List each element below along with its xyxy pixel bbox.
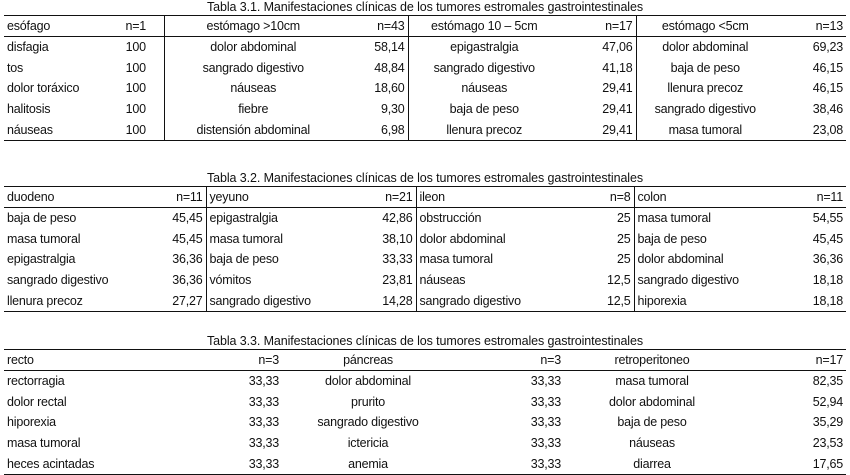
table-row	[4, 371, 846, 392]
table-cell: 9,30	[342, 99, 408, 120]
table-cell: 48,84	[342, 58, 408, 79]
column-header: páncreas	[282, 350, 454, 371]
table-cell: 36,36	[812, 252, 843, 267]
column-header: n=11	[144, 187, 206, 208]
table-cell: dolor abdominal	[419, 231, 506, 246]
table-cell: distensión abdominal	[196, 122, 310, 137]
table-cell: sangrado digestivo	[317, 415, 419, 430]
table-cell: ictericia	[347, 436, 389, 451]
table-cell: náuseas	[7, 122, 53, 137]
table-cell: 69,23	[812, 40, 843, 55]
table-cell: 38,10	[356, 229, 416, 250]
table-row	[4, 392, 846, 413]
table-cell: 100	[108, 78, 164, 99]
table-3-2	[4, 171, 846, 312]
table-cell: 45,45	[144, 208, 206, 229]
table-cell: 18,18	[812, 293, 843, 308]
table-row	[4, 119, 846, 140]
table-cell: masa tumoral	[419, 252, 493, 267]
table-cell: masa tumoral	[209, 231, 283, 246]
table-cell: 42,86	[356, 208, 416, 229]
table-row	[4, 58, 846, 79]
column-header: n=21	[356, 187, 416, 208]
symptoms-table	[4, 349, 846, 475]
table-cell: dolor toráxico	[7, 81, 80, 96]
table-row	[4, 412, 846, 433]
table-row	[4, 290, 846, 311]
table-cell: náuseas	[419, 273, 466, 288]
table-cell: sangrado digestivo	[419, 293, 521, 308]
table-cell: masa tumoral	[7, 231, 81, 246]
table-cell: baja de peso	[617, 415, 687, 430]
table-cell: hiporexia	[7, 415, 56, 430]
table-cell: 29,41	[560, 78, 636, 99]
table-cell: 17,65	[812, 456, 843, 471]
table-cell: 82,35	[812, 374, 843, 389]
table-cell: 29,41	[560, 119, 636, 140]
table-cell: 25	[574, 208, 634, 229]
table-header-row	[4, 350, 846, 371]
table-cell: 12,5	[574, 290, 634, 311]
table-cell: dolor rectal	[7, 394, 67, 409]
table-cell: 46,15	[812, 60, 843, 75]
table-cell: disfagia	[7, 40, 49, 55]
table-cell: sangrado digestivo	[654, 102, 756, 117]
table-row	[4, 208, 846, 229]
table-cell: 33,33	[356, 249, 416, 270]
table-header-row	[4, 16, 846, 37]
table-cell: llenura precoz	[667, 81, 744, 96]
table-cell: dolor abdominal	[210, 40, 297, 55]
table-cell: obstrucción	[419, 211, 482, 226]
column-header: estómago >10cm	[164, 16, 342, 37]
table-row	[4, 78, 846, 99]
table-cell: 23,08	[812, 122, 843, 137]
table-cell: prurito	[350, 394, 386, 409]
table-row	[4, 37, 846, 58]
table-cell: 36,36	[144, 249, 206, 270]
table-3-1	[4, 0, 846, 141]
table-cell: hiporexia	[637, 293, 687, 308]
column-header: retroperitoneo	[564, 350, 740, 371]
table-cell: 12,5	[574, 270, 634, 291]
table-cell: 33,33	[248, 415, 279, 430]
table-cell: dolor abdominal	[662, 40, 749, 55]
table-cell: halitosis	[7, 102, 51, 117]
table-cell: anemia	[348, 456, 388, 471]
column-header: n=43	[342, 16, 408, 37]
table-cell: tos	[7, 60, 24, 75]
table-cell: 58,14	[342, 37, 408, 58]
table-row	[4, 453, 846, 474]
table-cell: 33,33	[248, 394, 279, 409]
table-cell: baja de peso	[449, 102, 519, 117]
table-cell: 52,94	[812, 394, 843, 409]
table-row	[4, 229, 846, 250]
symptoms-table	[4, 186, 846, 312]
table-cell: rectorragia	[7, 374, 65, 389]
column-header: n=3	[172, 350, 282, 371]
table-cell: 33,33	[248, 436, 279, 451]
column-header: n=11	[782, 187, 846, 208]
table-cell: epigastralgia	[450, 40, 519, 55]
table-cell: baja de peso	[7, 211, 77, 226]
column-header: duodeno	[4, 187, 144, 208]
table-caption: Tabla 3.1. Manifestaciones clínicas de los tumores estromales gastrointestinales	[207, 0, 643, 14]
table-caption: Tabla 3.2. Manifestaciones clínicas de los tumores estromales gastrointestinales	[207, 171, 643, 185]
column-header: estómago 10 – 5cm	[408, 16, 560, 37]
table-cell: 36,36	[144, 270, 206, 291]
table-cell: llenura precoz	[7, 293, 83, 308]
table-cell: náuseas	[629, 436, 675, 451]
table-cell: 25	[574, 249, 634, 270]
table-cell: masa tumoral	[668, 122, 742, 137]
table-cell: 41,18	[560, 58, 636, 79]
table-cell: llenura precoz	[446, 122, 523, 137]
table-row	[4, 433, 846, 454]
table-cell: 23,81	[356, 270, 416, 291]
table-cell: 33,33	[530, 436, 561, 451]
column-header: esófago	[4, 16, 108, 37]
table-cell: dolor abdominal	[609, 394, 695, 409]
table-cell: 23,53	[812, 436, 843, 451]
table-cell: 29,41	[560, 99, 636, 120]
table-cell: náuseas	[230, 81, 277, 96]
column-header: n=1	[108, 16, 164, 37]
table-cell: 6,98	[342, 119, 408, 140]
column-header: recto	[4, 350, 172, 371]
table-cell: dolor abdominal	[325, 374, 411, 389]
table-cell: 33,33	[530, 456, 561, 471]
table-cell: 54,55	[812, 211, 843, 226]
table-cell: 100	[108, 99, 164, 120]
table-cell: diarrea	[633, 456, 671, 471]
table-cell: 100	[108, 119, 164, 140]
table-caption: Tabla 3.3. Manifestaciones clínicas de los tumores estromales gastrointestinales	[207, 334, 643, 348]
table-row	[4, 270, 846, 291]
table-header-row	[4, 187, 846, 208]
table-cell: 14,28	[356, 290, 416, 311]
table-cell: epigastralgia	[209, 211, 278, 226]
table-cell: masa tumoral	[637, 211, 711, 226]
table-cell: masa tumoral	[7, 436, 81, 451]
table-cell: 45,45	[812, 231, 843, 246]
table-cell: 46,15	[812, 81, 843, 96]
table-cell: sangrado digestivo	[433, 60, 535, 75]
table-cell: vómitos	[209, 273, 252, 288]
table-cell: 100	[108, 37, 164, 58]
column-header: n=3	[454, 350, 564, 371]
table-cell: 100	[108, 58, 164, 79]
table-cell: 38,46	[812, 102, 843, 117]
table-cell: masa tumoral	[615, 374, 689, 389]
column-header: n=17	[560, 16, 636, 37]
table-cell: 33,33	[530, 374, 561, 389]
column-header: n=8	[574, 187, 634, 208]
table-cell: dolor abdominal	[637, 252, 724, 267]
table-3-3	[4, 334, 846, 475]
table-cell: náuseas	[461, 81, 508, 96]
table-cell: 33,33	[248, 456, 279, 471]
table-cell: 35,29	[812, 415, 843, 430]
table-cell: heces acintadas	[7, 456, 95, 471]
table-cell: 45,45	[144, 229, 206, 250]
table-cell: 47,06	[560, 37, 636, 58]
table-cell: baja de peso	[637, 231, 707, 246]
column-header: yeyuno	[206, 187, 356, 208]
table-row	[4, 249, 846, 270]
table-cell: baja de peso	[670, 60, 740, 75]
column-header: n=13	[774, 16, 846, 37]
table-cell: 18,60	[342, 78, 408, 99]
table-cell: 25	[574, 229, 634, 250]
table-cell: sangrado digestivo	[7, 273, 109, 288]
table-row	[4, 99, 846, 120]
table-cell: epigastralgia	[7, 252, 76, 267]
table-cell: sangrado digestivo	[202, 60, 304, 75]
column-header: colon	[634, 187, 782, 208]
table-cell: 27,27	[144, 290, 206, 311]
symptoms-table	[4, 15, 846, 141]
table-cell: 33,33	[530, 415, 561, 430]
table-cell: baja de peso	[209, 252, 279, 267]
table-cell: sangrado digestivo	[209, 293, 311, 308]
table-cell: 33,33	[530, 394, 561, 409]
table-cell: fiebre	[238, 102, 269, 117]
table-cell: 33,33	[248, 374, 279, 389]
table-cell: 18,18	[812, 273, 843, 288]
column-header: ileon	[416, 187, 574, 208]
column-header: n=17	[740, 350, 846, 371]
column-header: estómago <5cm	[636, 16, 774, 37]
table-cell: sangrado digestivo	[637, 273, 739, 288]
